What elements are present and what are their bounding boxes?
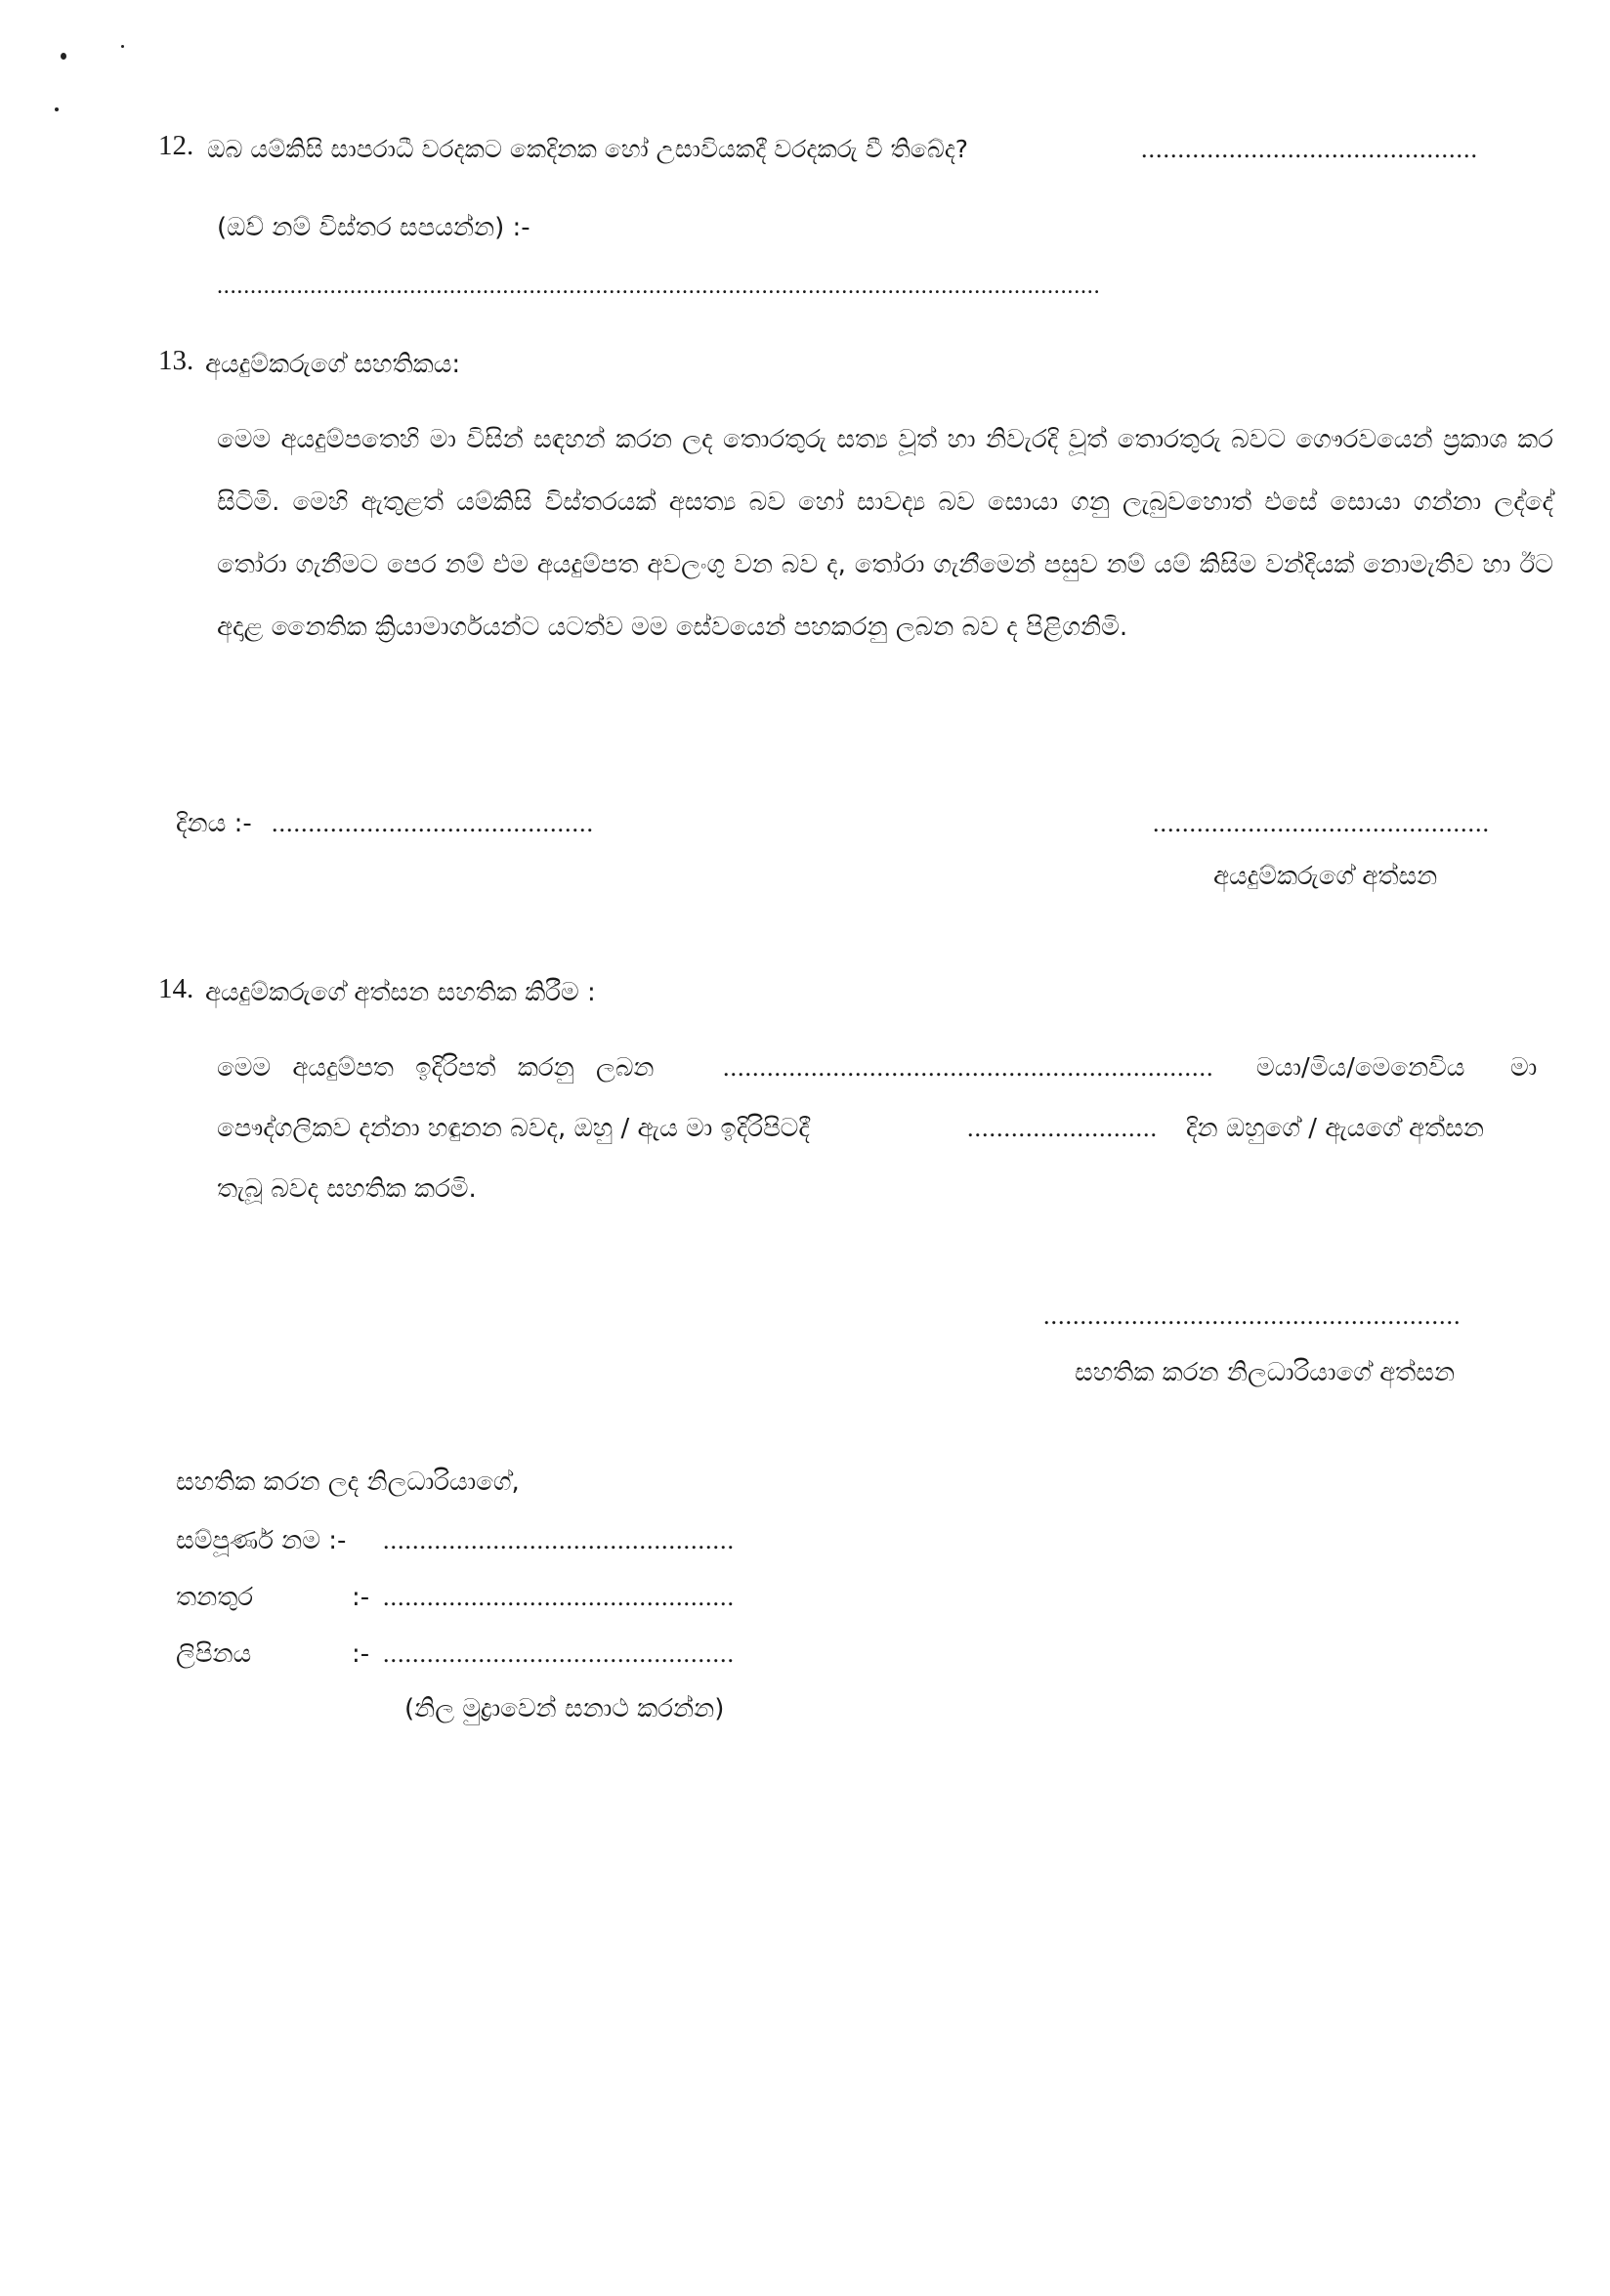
details-line[interactable]: ..................................................................................................................................... xyxy=(217,274,1101,299)
address-line[interactable]: ................................................ xyxy=(383,1639,735,1668)
designation-label: තනතුර xyxy=(176,1583,254,1612)
attestation-text: තැබූ බවද සහතික කරමි. xyxy=(217,1174,477,1204)
attestation-text: පෞද්ගලිකව දන්නා හඳුනන බවද, ඔහු / ඇය මා ඉදිරිපිටදී xyxy=(217,1114,810,1143)
attestation-text: මෙම අයදුම්පත ඉදිරිපත් කරනු ලබන xyxy=(217,1053,655,1083)
section-heading: අයදුම්කරුගේ සහතිකය: xyxy=(205,350,461,379)
date-label: දිනය :- xyxy=(176,809,252,838)
title-options: මයා/මිය/මෙනෙවිය xyxy=(1256,1053,1465,1083)
address-separator: :- xyxy=(352,1639,370,1669)
date-line[interactable]: ............................................ xyxy=(272,809,594,837)
full-name-line[interactable]: ................................................ xyxy=(383,1526,735,1554)
attestation-text: මා xyxy=(1510,1053,1538,1083)
applicant-signature-label: අයදුම්කරුගේ අත්සන xyxy=(1213,862,1438,891)
attestation-date-line[interactable]: .......................... xyxy=(967,1114,1158,1142)
officer-heading: සහතික කරන ලද නිලධාරියාගේ, xyxy=(176,1467,520,1497)
scan-speck xyxy=(121,45,124,48)
applicant-signature-line[interactable]: .............................................. xyxy=(1153,809,1490,837)
officer-signature-line[interactable]: ......................................................... xyxy=(1043,1301,1462,1330)
section-heading: අයදුම්කරුගේ අත්සන සහතික කිරීම : xyxy=(205,978,596,1007)
applicant-name-line[interactable]: ................................................................... xyxy=(723,1053,1214,1082)
declaration-paragraph: මෙම අයදුම්පතෙහි මා විසින් සඳහන් කරන ලද තොරතුරු සත්‍ය වූත් හා නිවැරදි වූත් තොරතුරු බවට ගෞරවයෙන් ප්‍රකාශ කර සිටිමි. මෙහි ඇතුළත් යම්කිසි විස්තරයක් අසත්‍ය බව හෝ සාවද්‍ය බව සොයා ගනු ලැබුවහොත් එසේ සොයා ගන්නා ලද්දේ තෝරා ගැනීමට පෙර නම් එම අයදුම්පත අවලංගු වන බව ද, තෝරා ගැනීමෙන් පසුව නම් යම් කිසිම වන්දියක් නොමැතිව හා ඊට අදාළ නෛතික ක්‍රියාමාර්ගයන්ට යටත්ව මම සේවයෙන් පහකරනු ලබන බව ද පිළිගනිමි. xyxy=(217,425,1553,642)
question-number: 14. xyxy=(158,973,194,1004)
answer-line[interactable]: .............................................. xyxy=(1141,135,1478,163)
question-number: 13. xyxy=(158,345,194,376)
address-label: ලිපිනය xyxy=(176,1639,252,1669)
attestation-text: දින ඔහුගේ / ඇයගේ අත්සන xyxy=(1186,1114,1484,1143)
full-name-label: සම්පූර්ණ නම :- xyxy=(176,1526,347,1555)
scan-speck xyxy=(55,107,59,111)
designation-line[interactable]: ................................................ xyxy=(383,1583,735,1611)
seal-note: (නිල මුද්‍රාවෙන් සනාථ කරන්න) xyxy=(404,1694,725,1723)
scan-speck xyxy=(61,53,66,60)
details-label: (ඔව් නම් විස්තර සපයන්න) :- xyxy=(217,213,530,242)
designation-separator: :- xyxy=(352,1583,370,1612)
question-number: 12. xyxy=(158,130,194,161)
question-text: ඔබ යම්කිසි සාපරාධී වරදකට කෙදිනක හෝ උසාවියකදී වරදකරු වී තිබේද? xyxy=(207,135,969,163)
officer-signature-label: සහතික කරන නිලධාරියාගේ අත්සන xyxy=(1075,1358,1456,1387)
